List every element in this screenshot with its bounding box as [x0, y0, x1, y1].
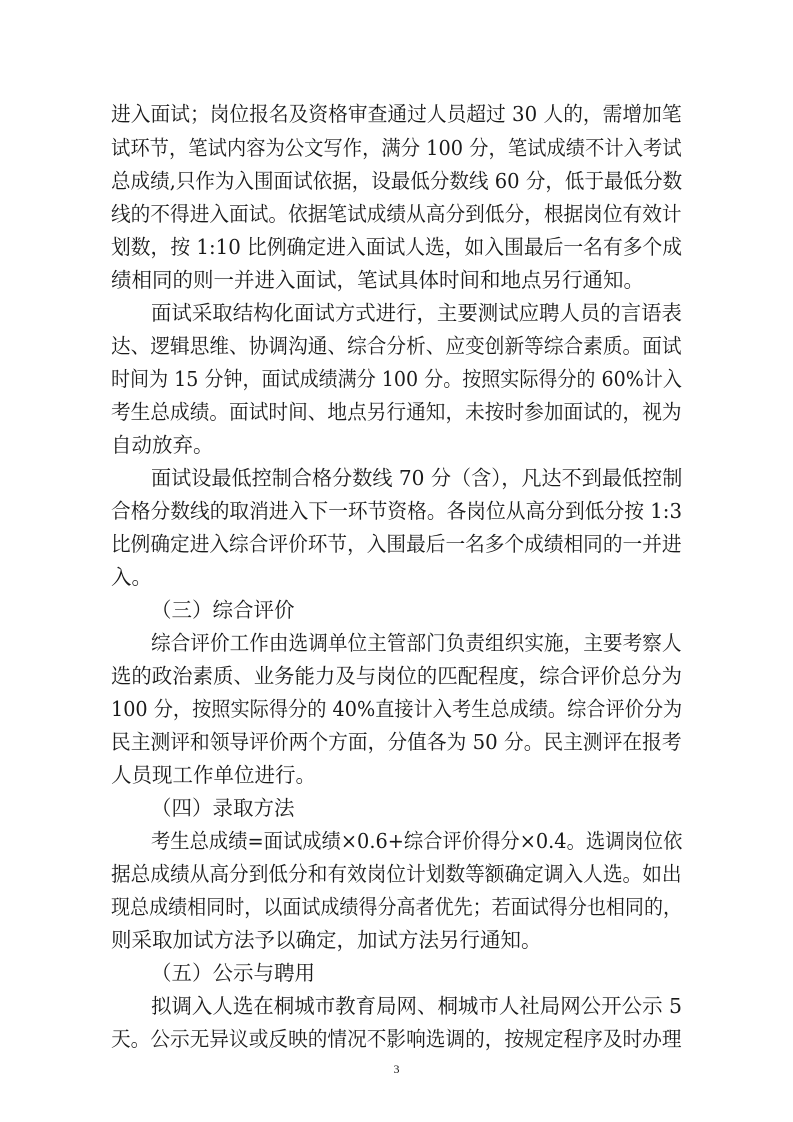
text-line-content: 线的不得进入面试。依据笔试成绩从高分到低分，根据岗位有效计: [111, 202, 682, 226]
text-line-content: 试环节，笔试内容为公文写作，满分 100 分，笔试成绩不计入考试: [111, 136, 682, 160]
text-line: [0, 990, 793, 1022]
text-line-content: 进入面试；岗位报名及资格审查通过人员超过 30 人的，需增加笔: [111, 102, 682, 126]
text-line: [0, 363, 793, 395]
text-line-content: 总成绩,只作为入围面试依据，设最低分数线 60 分，低于最低分数: [111, 169, 683, 193]
text-line: [0, 330, 793, 362]
section-heading: [0, 792, 793, 824]
text-line: [0, 759, 793, 791]
text-line-content: 考生总成绩=面试成绩×0.6+综合评价得分×0.4。选调岗位依: [151, 829, 683, 853]
text-line-content: 达、逻辑思维、协调沟通、综合分析、应变创新等综合素质。面试: [111, 334, 682, 358]
text-line-content: 现总成绩相同时，以面试成绩得分高者优先；若面试得分也相同的，: [111, 895, 683, 919]
text-line: [0, 462, 793, 494]
section-heading-text: （三）综合评价: [151, 598, 295, 622]
text-line-content: 合格分数线的取消进入下一环节资格。各岗位从高分到低分按 1:3: [111, 499, 683, 523]
text-line: [0, 165, 793, 197]
text-line: [0, 495, 793, 527]
text-line-content: 考生总成绩。面试时间、地点另行通知，未按时参加面试的，视为: [111, 400, 682, 424]
text-line: [0, 528, 793, 560]
text-line-content: 民主测评和领导评价两个方面，分值各为 50 分。民主测评在报考: [111, 730, 682, 754]
text-line-content: 入。: [111, 565, 152, 589]
text-line-content: 拟调入人选在桐城市教育局网、桐城市人社局网公开公示 5: [151, 994, 683, 1018]
text-line: [0, 660, 793, 692]
text-line-content: 选的政治素质、业务能力及与岗位的匹配程度，综合评价总分为: [111, 664, 683, 688]
text-line-content: 面试采取结构化面试方式进行，主要测试应聘人员的言语表: [151, 301, 682, 325]
text-line-content: 综合评价工作由选调单位主管部门负责组织实施，主要考察人: [151, 631, 682, 655]
text-line: [0, 858, 793, 890]
text-line-content: 100 分，按照实际得分的 40%直接计入考生总成绩。综合评价分为: [111, 697, 683, 721]
text-line: [0, 396, 793, 428]
text-line: [0, 693, 793, 725]
text-line-content: 时间为 15 分钟，面试成绩满分 100 分。按照实际得分的 60%计入: [111, 367, 682, 391]
text-line: [0, 198, 793, 230]
text-line: [0, 891, 793, 923]
text-line-content: 天。公示无异议或反映的情况不影响选调的，按规定程序及时办理: [111, 1027, 682, 1051]
text-line: [0, 132, 793, 164]
text-line: [0, 924, 793, 956]
text-line-content: 自动放弃。: [111, 433, 214, 457]
section-heading: [0, 594, 793, 626]
text-line: [0, 1023, 793, 1055]
text-line-content: 据总成绩从高分到低分和有效岗位计划数等额确定调入人选。如出: [111, 862, 682, 886]
text-line: [0, 627, 793, 659]
text-line: [0, 264, 793, 296]
text-line: [0, 231, 793, 263]
text-line: [0, 429, 793, 461]
text-line-content: 绩相同的则一并进入面试，笔试具体时间和地点另行通知。: [111, 268, 644, 292]
section-heading: [0, 957, 793, 989]
text-line: [0, 98, 793, 130]
section-heading-text: （四）录取方法: [151, 796, 295, 820]
text-line-content: 比例确定进入综合评价环节，入围最后一名多个成绩相同的一并进: [111, 532, 682, 556]
text-line-content: 面试设最低控制合格分数线 70 分（含），凡达不到最低控制: [151, 466, 683, 490]
page-number: 3: [393, 1062, 400, 1076]
text-line: [0, 825, 793, 857]
text-line-content: 划数，按 1:10 比例确定进入面试人选，如入围最后一名有多个成: [111, 235, 683, 259]
text-line-content: 则采取加试方法予以确定，加试方法另行通知。: [111, 928, 542, 952]
text-line: [0, 726, 793, 758]
section-heading-text: （五）公示与聘用: [151, 961, 315, 985]
text-line-content: 人员现工作单位进行。: [111, 763, 316, 787]
text-line: [0, 561, 793, 593]
text-line: [0, 297, 793, 329]
